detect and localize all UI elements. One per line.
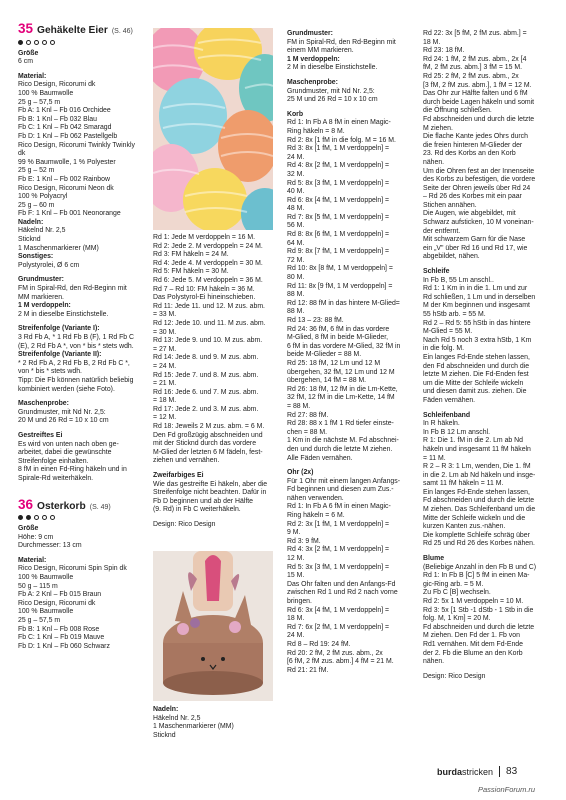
text-line: Rd 12: Jede 10. und 11. M zus. abm. bbox=[153, 319, 266, 327]
text-line: = 88 M. bbox=[287, 402, 311, 410]
text-line: Fb B: 1 Knl – Fb 032 Blau bbox=[18, 115, 97, 123]
text-line: arbeitet, dabei die gewünschte bbox=[18, 449, 112, 457]
text-line: Streifenfolge einhalten. bbox=[18, 457, 89, 465]
text-line: [6 fM, 2 fM zus. abm.] 4 fM = 21 M. bbox=[287, 658, 394, 666]
text-line: Rd 5: 8x [3 fM, 1 M verdoppeln] = bbox=[287, 179, 390, 187]
text-line: Rd 4: Jede 4. M verdoppeln = 30 M. bbox=[153, 259, 263, 267]
text-line: Rd 22: 3x [5 fM, 2 fM zus. abm.] = bbox=[423, 30, 527, 37]
text-line: 2 M in dieselbe Einstichstelle. bbox=[18, 310, 109, 318]
text-line: in die folg. M. bbox=[423, 345, 464, 353]
text-line: übergehen, 14 fM = 88 M. bbox=[287, 377, 367, 385]
text-line: M ziehen. bbox=[423, 124, 453, 132]
subheading: Grundmuster: bbox=[287, 30, 333, 37]
text-line: kurzen Kanten zus.-nähen. bbox=[423, 523, 506, 531]
text-line: 24 M. bbox=[287, 153, 305, 161]
text-line: = 24 M. bbox=[153, 362, 177, 370]
text-line: 18 M. bbox=[287, 615, 305, 623]
section-36-text bbox=[18, 525, 136, 651]
text-line: Die komplette Schleife schräg über bbox=[423, 531, 530, 539]
text-line: Rd 16: Jede 6. und 7. M zus. abm. bbox=[153, 388, 259, 396]
text-line: Rd1 vernähen. Mit dem Fd-Ende bbox=[423, 640, 523, 648]
text-line: Tipp: Die Fb können natürlich beliebig bbox=[18, 376, 134, 384]
text-line: Rd 14: Jede 8. und 9. M zus. abm. bbox=[153, 354, 259, 362]
basket-needles bbox=[153, 706, 273, 740]
text-line: Rd 18: Jeweils 2 M zus. abm. = 6 M. bbox=[153, 423, 265, 431]
text-line: Rd 11: Jede 11. und 12. M zus. abm. bbox=[153, 302, 265, 310]
text-line: die Öffnung schließen. bbox=[423, 107, 492, 115]
text-line: 40 M. bbox=[287, 188, 305, 196]
subheading: Blume bbox=[423, 555, 445, 563]
text-line: 48 M. bbox=[287, 205, 305, 213]
text-line: Rd 6: 3x [4 fM, 1 M verdoppeln] = bbox=[287, 606, 390, 614]
text-line: Fb C: 1 Knl – Fb 042 Smaragd bbox=[18, 124, 112, 132]
text-line: In Fb B, 55 Lm anschl.. bbox=[423, 276, 494, 284]
text-line: die freien hinteren M-Glieder der bbox=[423, 141, 523, 149]
text-line: nähen verwenden. bbox=[287, 494, 344, 502]
text-line: Rd 20: 2 fM, 2 fM zus. abm., 2x bbox=[287, 649, 383, 657]
text-line: Rd 7: 8x [5 fM, 1 M verdoppeln] = bbox=[287, 213, 390, 221]
text-line: Rd 1: Jede M verdoppeln = 16 M. bbox=[153, 234, 256, 241]
text-line: nähen. bbox=[423, 158, 445, 166]
text-line: mit der Sticknd durch das vordere bbox=[153, 440, 257, 448]
text-line: Spirale-Rd weiterhäkeln. bbox=[18, 474, 94, 482]
text-line: Rico Design, Ricorumi Spin Spin dk bbox=[18, 565, 127, 573]
text-line: abgebildet, nähen. bbox=[423, 253, 480, 261]
text-line: M ziehen. Den Fd der 1. Fb von bbox=[423, 632, 520, 640]
text-line: Rd 21: 21 fM. bbox=[287, 666, 329, 674]
text-line: Rd 28: 88 x 1 fM 1 Rd tiefer einste- bbox=[287, 420, 394, 428]
text-line: Fb B: 1 Knl – Fb 008 Rose bbox=[18, 625, 100, 633]
basket-instructions bbox=[287, 30, 408, 675]
section-35-header bbox=[18, 22, 136, 37]
text-line: Die Augen, wie abgebildet, mit bbox=[423, 210, 516, 218]
subheading: Korb bbox=[287, 110, 304, 118]
text-line: Alle Fäden vernähen. bbox=[287, 454, 353, 462]
difficulty-dot bbox=[26, 40, 31, 45]
text-line: FM in Spiral-Rd, den Rd-Beginn mit bbox=[18, 285, 127, 293]
text-line: Höhe: 9 cm bbox=[18, 533, 54, 541]
difficulty-dot bbox=[50, 40, 55, 45]
text-line: Rd 1: 1 Km in in die 1. Lm und zur bbox=[423, 285, 528, 293]
text-line: Das Ohr zur Hälfte falten und 6 fM bbox=[423, 90, 528, 98]
text-line: Fd abschneiden und durch die letzte bbox=[423, 115, 535, 123]
text-line: 3 Rd Fb A, * 1 Rd Fb B (F), 1 Rd Fb C bbox=[18, 334, 135, 341]
text-line: = 21 M. bbox=[153, 380, 177, 388]
text-line: 6 cm bbox=[18, 58, 33, 66]
text-line: Für 1 Ohr mit einem langen Anfangs- bbox=[287, 477, 400, 485]
text-line: Design: Rico Design bbox=[423, 672, 486, 680]
text-line: Rd 24: 1 fM, 2 fM zus. abm., 2x [4 bbox=[423, 55, 527, 63]
text-line: letzte M ziehen. Die Fd-Enden fest bbox=[423, 371, 529, 379]
text-line: M-Glied, 8 fM in beide M-Glieder, bbox=[287, 334, 389, 342]
text-line: In Fb B 12 Lm anschl. bbox=[423, 428, 491, 436]
text-line: FM in Spiral-Rd, den Rd-Beginn mit bbox=[287, 38, 396, 46]
column-2 bbox=[153, 234, 273, 530]
text-line: 100 % Baumwolle bbox=[18, 608, 74, 616]
text-line: von * bis * stets wdh. bbox=[18, 368, 82, 376]
text-line: Rd 3: 8x [1 fM, 1 M verdoppeln] = bbox=[287, 145, 390, 153]
subheading: Gestreiftes Ei bbox=[18, 431, 63, 439]
text-line: Fb A: 2 Knl – Fb 015 Braun bbox=[18, 591, 102, 599]
text-line: Durchmesser: 13 cm bbox=[18, 542, 82, 550]
difficulty-rating bbox=[18, 40, 136, 45]
text-line: Zu Fb C [B] wechseln. bbox=[423, 589, 491, 597]
text-line: Mitte der Schleife wickeln und die bbox=[423, 514, 526, 522]
text-line: Rd 4: 8x [2 fM, 1 M verdoppeln] = bbox=[287, 162, 390, 170]
difficulty-dot bbox=[26, 515, 31, 520]
text-line: 64 M. bbox=[287, 239, 305, 247]
text-line: Design: Rico Design bbox=[153, 521, 216, 528]
text-line: der entfernt. bbox=[423, 227, 461, 235]
text-line: 1 Maschenmarkierer (MM) bbox=[18, 244, 99, 252]
text-line: Rd schließen, 1 Lm und in derselben bbox=[423, 293, 536, 301]
text-line: Rd 27: 88 fM. bbox=[287, 411, 329, 419]
text-line: und diesen damit zus. ziehen. Die bbox=[423, 388, 527, 396]
text-line: Rd 15: Jede 7. und 8. M zus. abm. bbox=[153, 371, 259, 379]
text-line: 1 Maschenmarkierer (MM) bbox=[153, 723, 234, 731]
section-title: Osterkorb bbox=[37, 500, 86, 512]
text-line: Rico Design, Ricorumi Neon dk bbox=[18, 184, 114, 192]
text-line: Fd abschneiden und durch die letzte bbox=[423, 497, 535, 505]
text-line: Rd 3: 9 fM. bbox=[287, 537, 321, 545]
text-line: Rd 5: FM häkeln = 30 M. bbox=[153, 268, 229, 276]
text-line: Fb D beginnen und ab der Hälfte bbox=[153, 497, 253, 505]
text-line: ziehen und vernähen. bbox=[153, 457, 220, 465]
subheading: Material: bbox=[18, 556, 47, 564]
text-line: M-Glied der letzten 6 M fädeln, fest- bbox=[153, 448, 263, 456]
text-line: * 2 Rd Fb A, 2 Rd Fb B, 2 Rd Fb C *, bbox=[18, 359, 130, 367]
text-line: 72 M. bbox=[287, 256, 305, 264]
text-line: Rd 2 – Rd 5: 55 hStb in das hintere bbox=[423, 319, 531, 327]
text-line: Fb C: 1 Knl – Fb 019 Mauve bbox=[18, 634, 105, 642]
text-line: Rico Design, Ricorumi dk bbox=[18, 599, 96, 607]
text-line: 32 fM, 12 fM in die Lm-Kette, 14 fM bbox=[287, 394, 395, 402]
text-line: Das Ohr falten und den Anfangs-Fd bbox=[287, 580, 396, 588]
text-line: Fäden vernähen. bbox=[423, 396, 476, 404]
footer-separator bbox=[499, 766, 500, 777]
text-line: Die flache Kante jedes Ohrs durch bbox=[423, 133, 528, 141]
text-line: Rd 2: 3x [1 fM, 1 M verdoppeln] = bbox=[287, 520, 390, 528]
text-line: 88 M. bbox=[287, 291, 305, 299]
crocheted-eggs-photo bbox=[153, 28, 273, 230]
text-line: einem MM markieren. bbox=[287, 47, 354, 55]
subheading: Nadeln: bbox=[18, 218, 44, 226]
text-line: 25 g – 60 m bbox=[18, 201, 55, 209]
text-line: samt 11 fM häkeln = 11 M. bbox=[423, 480, 504, 488]
magazine-brand: burdastricken bbox=[437, 766, 494, 777]
subheading: Ohr (2x) bbox=[287, 469, 314, 477]
section-number: 35 bbox=[18, 21, 34, 36]
text-line: 12 M. bbox=[287, 555, 305, 563]
text-line: 20 M und 26 Rd = 10 x 10 cm bbox=[18, 417, 109, 425]
easter-basket-photo bbox=[153, 551, 273, 701]
text-line: folg. M, 1 Km] = 20 M. bbox=[423, 615, 491, 623]
text-line: M ziehen. Das Schleifenband um die bbox=[423, 506, 536, 514]
text-line: Rd 10: 8x [8 fM, 1 M verdoppeln] = bbox=[287, 265, 393, 273]
difficulty-dot bbox=[50, 515, 55, 520]
difficulty-dot bbox=[18, 40, 23, 45]
text-line: in die 2. Lm ab Nd häkeln und insge- bbox=[423, 471, 536, 479]
text-line: Rd 4: 3x [2 fM, 1 M verdoppeln] = bbox=[287, 546, 390, 554]
text-line: (E), 2 Rd Fb A *, von * bis * stets wdh. bbox=[18, 342, 134, 350]
section-page-ref: (S. 46) bbox=[111, 28, 133, 35]
page-footer bbox=[437, 766, 517, 777]
text-line: 24 M. bbox=[287, 632, 305, 640]
text-line: Um die Ohren fest an der Innenseite bbox=[423, 167, 535, 175]
text-line: 100 % Polyacryl bbox=[18, 193, 68, 201]
column-1 bbox=[18, 22, 136, 651]
text-line: (9. Rd) in Fb C weiterhäkeln. bbox=[153, 506, 241, 514]
section-title: Gehäkelte Eier bbox=[37, 25, 108, 36]
text-line: Wie das gestreifte Ei häkeln, aber die bbox=[153, 480, 268, 488]
text-line: = 18 M. bbox=[153, 397, 177, 405]
text-line: Polystyrolei, Ø 6 cm bbox=[18, 261, 80, 269]
section-number: 36 bbox=[18, 496, 34, 512]
text-line: ein „V" über Rd 16 und Rd 17, wie bbox=[423, 244, 528, 252]
text-line: Fb E: 1 Knl – Fb 002 Rainbow bbox=[18, 175, 110, 183]
text-line: R 1: Die 1. fM in die 2. Lm ab Nd bbox=[423, 437, 523, 445]
subheading: 1 M verdoppeln: bbox=[18, 302, 71, 310]
text-line: Fb A: 1 Knl – Fb 016 Orchidee bbox=[18, 107, 111, 115]
difficulty-dot bbox=[42, 515, 47, 520]
text-line: Das Polystyrol-Ei hineinschieben. bbox=[153, 294, 256, 302]
text-line: Rd 25: 18 fM, 12 Lm und 12 M bbox=[287, 359, 381, 367]
text-line: Fb D: 1 Knl – Fb 062 Pastellgelb bbox=[18, 132, 118, 140]
text-line: übergehen, 32 fM, 12 Lm und 12 M bbox=[287, 368, 395, 376]
text-line: Schwarz aufsticken, 10 M voneinan- bbox=[423, 219, 534, 227]
text-line: kombiniert werden (siehe Foto). bbox=[18, 385, 115, 393]
text-line: Rd 1: In Fb A 8 fM in einen Magic- bbox=[287, 119, 391, 127]
text-line: 50 g – 115 m bbox=[18, 582, 58, 590]
text-line: 25 g – 57,5 m bbox=[18, 617, 61, 625]
text-line: durch beide Lagen häkeln und somit bbox=[423, 98, 535, 106]
text-line: Rd 11: 8x [9 fM, 1 M verdoppeln] = bbox=[287, 282, 393, 290]
text-line: zwischen Rd 1 und Rd 2 nach vorne bbox=[287, 589, 398, 597]
text-line: M der Km beginnen und insgesamt bbox=[423, 302, 530, 310]
text-line: den und durch die letzte M ziehen. bbox=[287, 445, 393, 453]
text-line: Rd 12: 88 fM in das hintere M-Glied= bbox=[287, 299, 400, 307]
text-line: Sticknd bbox=[153, 731, 176, 739]
text-line: Rico Design, Ricorumi Twinkly Twinkly dk bbox=[18, 141, 135, 158]
text-line: 25 g – 57,5 m bbox=[18, 98, 61, 106]
text-line: 18 M. bbox=[423, 38, 441, 46]
text-line: Rd 7: 6x [2 fM, 1 M verdoppeln] = bbox=[287, 623, 390, 631]
subheading: Zweifarbiges Ei bbox=[153, 472, 204, 480]
column-3 bbox=[287, 30, 408, 675]
text-line: Fd abschneiden und durch die letzte bbox=[423, 623, 535, 631]
difficulty-dot bbox=[34, 40, 39, 45]
text-line: Fd beginnen und diesen zum Zus.- bbox=[287, 486, 394, 494]
text-line: 25 g – 52 m bbox=[18, 167, 55, 175]
text-line: Rd 23: 18 fM. bbox=[423, 47, 465, 55]
text-line: – Rd 26 des Korbes mit ein paar bbox=[423, 193, 522, 201]
text-line: Häkelnd Nr. 2,5 bbox=[18, 227, 66, 235]
text-line: Seite der Ohren jeweils über Rd 24 bbox=[423, 184, 531, 192]
text-line: gic-Ring arb. = 5 M. bbox=[423, 580, 484, 588]
text-line: 56 M. bbox=[287, 222, 305, 230]
text-line: Rd 2: 8x [1 fM in die folg. M = 16 M. bbox=[287, 136, 396, 144]
text-line: Rd 5: 3x [3 fM, 1 M verdoppeln] = bbox=[287, 563, 390, 571]
watermark: PassionForum.ru bbox=[478, 785, 536, 794]
text-line: Stichen annähen. bbox=[423, 201, 477, 209]
text-line: um die Mitte der Schleife wickeln bbox=[423, 379, 524, 387]
text-line: Rd 6: 8x [4 fM, 1 M verdoppeln] = bbox=[287, 196, 390, 204]
text-line: 99 % Baumwolle, 1 % Polyester bbox=[18, 158, 116, 166]
subheading: Nadeln: bbox=[153, 706, 179, 713]
text-line: [3 fM, 2 fM zus. abm.], 1 fM = 12 M. bbox=[423, 81, 532, 89]
column-2-lower bbox=[153, 706, 273, 740]
text-line: MM markieren. bbox=[18, 293, 64, 301]
text-line: Den Fd großzügig abschneiden und bbox=[153, 431, 263, 439]
text-line: Rd 25 und Rd 26 des Korbes nähen. bbox=[423, 540, 535, 548]
subheading: Streifenfolge (Variante I): bbox=[18, 325, 100, 333]
text-line: Ein langes Fd-Ende stehen lassen, bbox=[423, 488, 530, 496]
text-line: Rd 3: 5x [1 Stb -1 dStb - 1 Stb in die bbox=[423, 606, 534, 614]
text-line: Mit schwarzem Garn für die Nase bbox=[423, 236, 526, 244]
text-line: 100 % Baumwolle bbox=[18, 574, 74, 582]
subheading: Sonstiges: bbox=[18, 253, 54, 261]
subheading: Schleife bbox=[423, 268, 450, 276]
text-line: Rd 17: Jede 2. und 3. M zus. abm. bbox=[153, 405, 259, 413]
text-line: Rd 13: Jede 9. und 10. M zus. abm. bbox=[153, 337, 263, 345]
text-line: = 11 M. bbox=[423, 454, 446, 462]
text-line: Rd 8: 8x [6 fM, 1 M verdoppeln] = bbox=[287, 231, 390, 239]
text-line: Nach Rd 5 noch 3 extra hStb, 1 Km bbox=[423, 336, 532, 344]
text-line: 88 M. bbox=[287, 308, 305, 316]
subheading: Grundmuster: bbox=[18, 276, 64, 284]
subheading: Größe bbox=[18, 49, 39, 57]
text-line: chen = 88 M. bbox=[287, 428, 328, 436]
subheading: Größe bbox=[18, 525, 39, 533]
subheading: Streifenfolge (Variante II): bbox=[18, 351, 102, 359]
text-line: den Fd abschneiden und durch die bbox=[423, 362, 530, 370]
text-line: R 2 – R 3: 1 Lm, wenden, Die 1. fM bbox=[423, 463, 531, 471]
basket-finishing bbox=[423, 30, 553, 681]
text-line: 9 M. bbox=[287, 529, 301, 537]
text-line: beide M-Glieder = 88 M. bbox=[287, 351, 362, 359]
text-line: Rd 26: 18 fM, 12 fM in die Lm-Kette, bbox=[287, 385, 398, 393]
difficulty-rating bbox=[18, 515, 136, 520]
text-line: M-Glied = 55 M. bbox=[423, 328, 473, 336]
subheading: Material: bbox=[18, 72, 47, 80]
subheading: 1 M verdoppeln: bbox=[287, 55, 340, 63]
text-line: 55 hStb arb. = 55 M. bbox=[423, 311, 486, 318]
section-35-text bbox=[18, 50, 136, 484]
egg-instructions bbox=[153, 234, 273, 530]
text-line: 8 fM in einen Fd-Ring häkeln und in bbox=[18, 466, 127, 474]
text-line: 1 Km in die nächste M. Fd abschnei- bbox=[287, 437, 399, 445]
text-line: nähen. bbox=[423, 658, 445, 666]
text-line: 23. Rd des Korbs an den Korb bbox=[423, 150, 516, 158]
text-line: Rd 2: Jede 2. M verdoppeln = 24 M. bbox=[153, 242, 263, 250]
text-line: Rd 8 – Rd 19: 24 fM. bbox=[287, 640, 351, 648]
text-line: Streifenfolge nicht beachten. Dafür in bbox=[153, 489, 267, 497]
text-line: = 33 M. bbox=[153, 311, 177, 319]
text-line: = 27 M. bbox=[153, 345, 177, 353]
text-line: 2 M in dieselbe Einstichstelle. bbox=[287, 64, 378, 72]
subheading: Maschenprobe: bbox=[287, 78, 338, 86]
text-line: In R häkeln. bbox=[423, 420, 460, 428]
text-line: Rd 13 – 23: 88 fM. bbox=[287, 317, 344, 324]
text-line: Rd 2: 5x 1 M verdoppeln = 10 M. bbox=[423, 598, 524, 605]
difficulty-dot bbox=[34, 515, 39, 520]
text-line: 100 % Baumwolle bbox=[18, 89, 74, 97]
text-line: Grundmuster, mit Nd Nr. 2,5: bbox=[18, 408, 106, 416]
text-line: Rd 1: In Fb B [C] 5 fM in einen Ma- bbox=[423, 572, 530, 580]
text-line: Ring häkeln = 6 M. bbox=[287, 512, 345, 520]
text-line: Sticknd bbox=[18, 236, 41, 244]
text-line: Ein langes Fd-Ende stehen lassen, bbox=[423, 353, 530, 361]
text-line: Rd 25: 2 fM, 2 fM zus. abm., 2x bbox=[423, 72, 519, 80]
difficulty-dot bbox=[18, 515, 23, 520]
page-number: 83 bbox=[506, 766, 518, 777]
text-line: häkeln und insgesamt 11 fM häkeln bbox=[423, 445, 531, 453]
text-line: Fb F: 1 Knl – Fb 001 Neonorange bbox=[18, 210, 121, 218]
text-line: 15 M. bbox=[287, 572, 305, 580]
text-line: Rd 7 – Rd 10: FM häkeln = 36 M. bbox=[153, 285, 255, 293]
text-line: Rd 1: In Fb A 6 fM in einen Magic- bbox=[287, 503, 391, 511]
text-line: Ring häkeln = 8 M. bbox=[287, 127, 345, 135]
text-line: 6 fM in das vordere M-Glied, 32 fM in bbox=[287, 342, 401, 350]
text-line: Fb D: 1 Knl – Fb 060 Schwarz bbox=[18, 642, 110, 650]
text-line: Rico Design, Ricorumi dk bbox=[18, 81, 96, 89]
text-line: Es wird von unten nach oben ge- bbox=[18, 440, 119, 448]
text-line: 80 M. bbox=[287, 274, 305, 282]
subheading: Maschenprobe: bbox=[18, 400, 69, 408]
text-line: = 30 M. bbox=[153, 328, 177, 336]
text-line: 32 M. bbox=[287, 170, 305, 178]
text-line: Rd 24: 36 fM, 6 fM in das vordere bbox=[287, 325, 390, 333]
text-line: Rd 6: Jede 5. M verdoppeln = 36 M. bbox=[153, 276, 263, 284]
text-line: Rd 3: FM häkeln = 24 M. bbox=[153, 251, 229, 259]
text-line: (Beliebige Anzahl in den Fb B und C) bbox=[423, 563, 536, 571]
subheading: Schleifenband bbox=[423, 411, 471, 419]
section-36-header bbox=[18, 498, 136, 513]
text-line: des Korbs zu befestigen, die vordere bbox=[423, 176, 536, 184]
text-line: fM, 2 fM zus. abm.] 3 fM = 15 M. bbox=[423, 64, 522, 72]
text-line: 25 M und 26 Rd = 10 x 10 cm bbox=[287, 96, 378, 104]
text-line: der 2. Fb die Blume an den Korb bbox=[423, 649, 523, 657]
difficulty-dot bbox=[42, 40, 47, 45]
text-line: bringen. bbox=[287, 598, 312, 605]
text-line: Rd 9: 8x [7 fM, 1 M verdoppeln] = bbox=[287, 248, 390, 256]
text-line: Grundmuster, mit Nd Nr. 2,5: bbox=[287, 87, 375, 95]
text-line: = 12 M. bbox=[153, 414, 177, 422]
section-page-ref: (S. 49) bbox=[89, 503, 111, 511]
text-line: Häkelnd Nr. 2,5 bbox=[153, 714, 201, 722]
column-4 bbox=[423, 30, 553, 681]
